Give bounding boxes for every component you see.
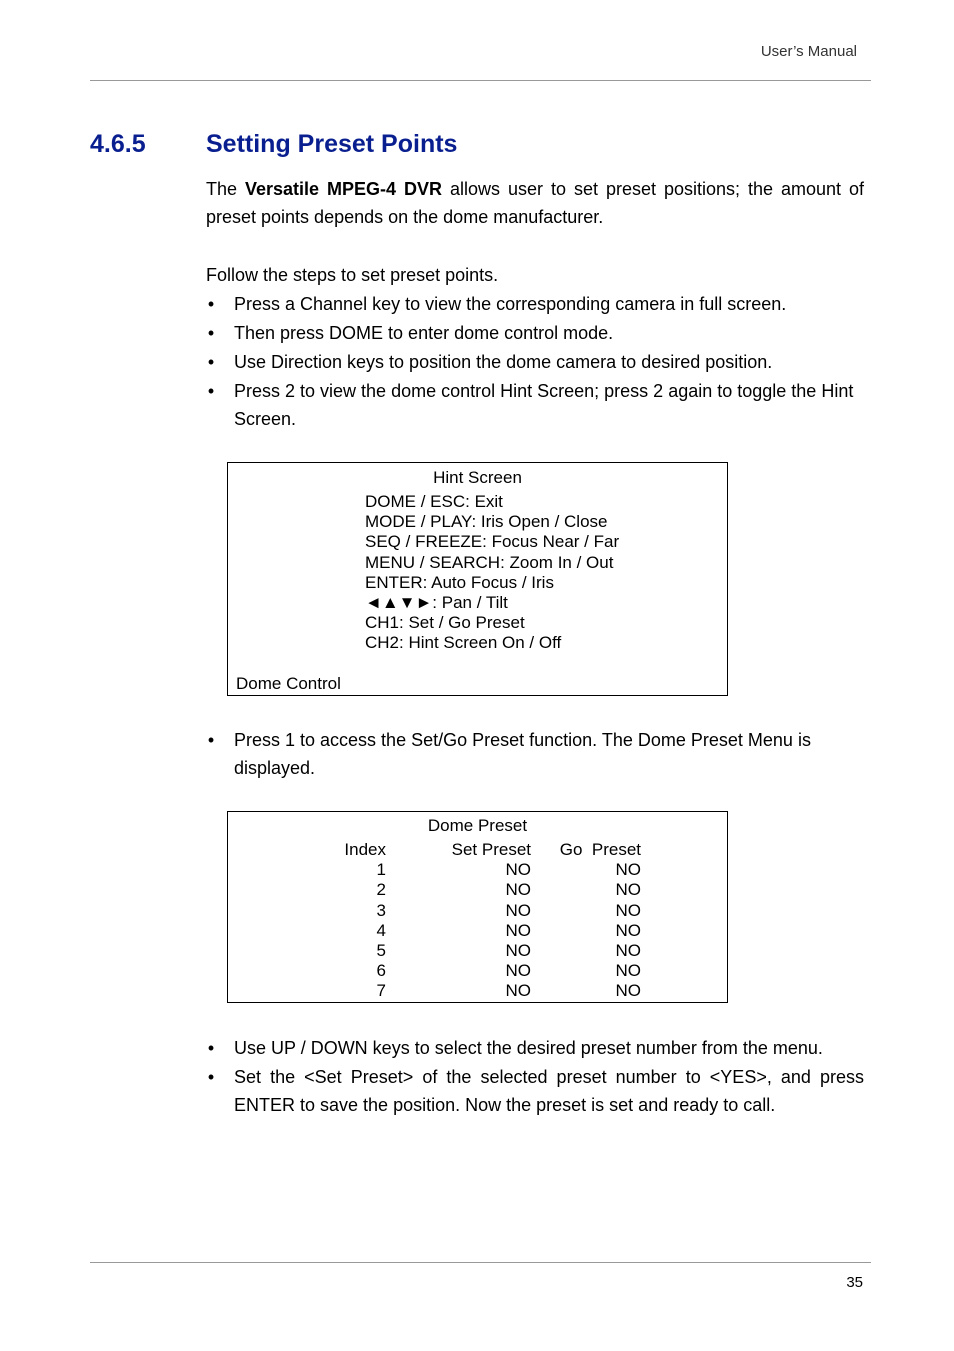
bullet-icon: •: [207, 1067, 215, 1087]
cell-set-preset: NO: [505, 860, 531, 880]
dome-preset-table: [228, 840, 727, 1002]
bullet-icon: •: [207, 1038, 215, 1058]
intro-paragraph: [206, 175, 864, 231]
hint-line: DOME / ESC: Exit: [365, 492, 503, 511]
cell-index: 7: [376, 981, 386, 1001]
list-item-text: Use UP / DOWN keys to select the desired preset number from the menu.: [234, 1038, 823, 1058]
cell-go-preset: NO: [615, 940, 641, 960]
steps-list-3: [206, 1034, 864, 1120]
product-name: Versatile MPEG-4 DVR: [245, 179, 443, 199]
hint-line: SEQ / FREEZE: Focus Near / Far: [365, 532, 620, 552]
hint-line: ENTER: Auto Focus / Iris: [365, 572, 554, 592]
steps-list-1: [206, 290, 864, 434]
cell-go-preset: NO: [615, 920, 641, 940]
hint-line: MODE / PLAY: Iris Open / Close: [365, 512, 608, 532]
steps-list-2: [206, 726, 864, 783]
list-item: [206, 290, 864, 318]
table-row: [228, 961, 727, 981]
table-row: [228, 921, 727, 941]
table-row: [228, 941, 727, 961]
footer-divider: [90, 1262, 871, 1263]
list-item-text: Use Direction keys to position the dome camera to desired position.: [234, 352, 773, 372]
table-row: [228, 880, 727, 900]
header-index: Index: [344, 840, 386, 859]
list-item: [206, 1034, 864, 1062]
header-title: User’s Manual: [760, 43, 857, 60]
hint-screen-title: Hint Screen: [433, 468, 522, 487]
list-item: [206, 319, 864, 347]
table-row: [228, 860, 727, 880]
hint-line: CH2: Hint Screen On / Off: [365, 633, 562, 653]
cell-index: 1: [376, 860, 386, 880]
page-number: 35: [846, 1274, 863, 1291]
section-title: Setting Preset Points: [206, 130, 458, 158]
section-number: 4.6.5: [90, 130, 146, 158]
cell-go-preset: NO: [615, 981, 641, 1001]
cell-index: 2: [376, 880, 386, 900]
table-row: [228, 981, 727, 1001]
cell-go-preset: NO: [615, 860, 641, 880]
steps-intro: Follow the steps to set preset points.: [206, 265, 499, 285]
hint-screen-footer: Dome Control: [236, 674, 341, 693]
cell-go-preset: NO: [615, 961, 641, 981]
hint-screen-box: [227, 462, 728, 696]
cell-index: 6: [376, 961, 386, 981]
list-item-text: Press 1 to access the Set/Go Preset function. The Dome Preset Menu is displayed.: [234, 730, 811, 778]
hint-line: ◄▲▼►: Pan / Tilt: [365, 593, 508, 613]
bullet-icon: •: [207, 352, 215, 372]
list-item-text: Then press DOME to enter dome control mode.: [234, 323, 614, 343]
cell-go-preset: NO: [615, 880, 641, 900]
list-item-text: Set the <Set Preset> of the selected preset number to <YES>, and press ENTER to save the position. Now the preset is set and ready to call.: [234, 1067, 864, 1115]
intro-suffix: allows user to set preset positions; the amount of preset points depends on the dome manufacturer.: [206, 179, 864, 227]
cell-set-preset: NO: [505, 981, 531, 1001]
dome-preset-title: Dome Preset: [427, 816, 528, 835]
cell-go-preset: NO: [615, 900, 641, 920]
cell-index: 5: [376, 940, 386, 960]
cell-set-preset: NO: [505, 920, 531, 940]
list-item-text: Press 2 to view the dome control Hint Screen; press 2 again to toggle the Hint Screen.: [234, 381, 854, 429]
hint-screen-lines: [365, 492, 619, 654]
list-item: [206, 377, 864, 433]
hint-line: MENU / SEARCH: Zoom In / Out: [365, 552, 614, 572]
cell-index: 4: [376, 920, 386, 940]
header-divider: [90, 80, 871, 81]
header-go-preset: Go Preset: [559, 840, 641, 859]
bullet-icon: •: [207, 730, 215, 750]
bullet-icon: •: [207, 294, 215, 314]
dome-preset-box: [227, 811, 728, 1003]
list-item: [206, 726, 864, 782]
list-item: [206, 1063, 864, 1119]
intro-prefix: The: [206, 179, 245, 199]
header-set-preset: Set Preset: [451, 840, 531, 859]
bullet-icon: •: [207, 323, 215, 343]
cell-set-preset: NO: [505, 900, 531, 920]
table-row: [228, 901, 727, 921]
cell-set-preset: NO: [505, 940, 531, 960]
cell-index: 3: [376, 900, 386, 920]
list-item-text: Press a Channel key to view the corresponding camera in full screen.: [234, 294, 787, 314]
cell-set-preset: NO: [505, 880, 531, 900]
cell-set-preset: NO: [505, 961, 531, 981]
list-item: [206, 348, 864, 376]
table-header-row: [228, 840, 727, 860]
bullet-icon: •: [207, 381, 215, 401]
hint-line: CH1: Set / Go Preset: [365, 613, 525, 633]
